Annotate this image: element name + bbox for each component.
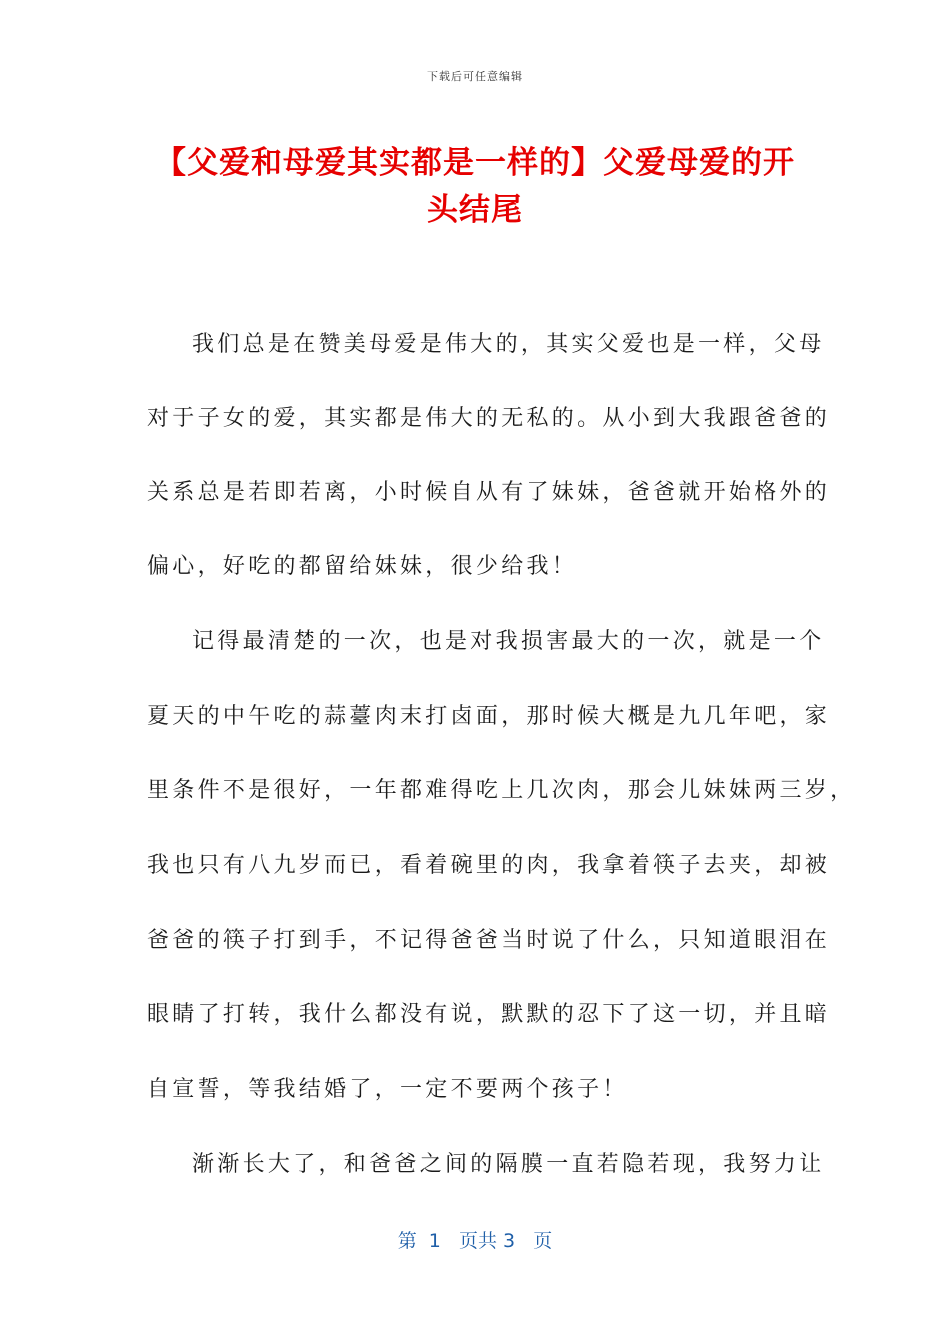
paragraph-line: 自宣誓，等我结婚了，一定不要两个孩子！: [147, 1077, 628, 1102]
paragraph-line: 记得最清楚的一次，也是对我损害最大的一次，就是一个: [192, 629, 825, 654]
paragraph-line: 爸爸的筷子打到手，不记得爸爸当时说了什么，只知道眼泪在: [147, 928, 831, 953]
paragraph-line: 关系总是若即若离，小时候自从有了妹妹，爸爸就开始格外的: [147, 480, 831, 505]
paragraph-line: 渐渐长大了，和爸爸之间的隔膜一直若隐若现，我努力让: [192, 1152, 825, 1177]
paragraph-line: 夏天的中午吃的蒜薹肉末打卤面，那时候大概是九几年吧，家: [147, 704, 831, 729]
paragraph-line: 偏心，好吃的都留给妹妹，很少给我！: [147, 554, 578, 579]
header-note: 下载后可任意编辑: [427, 70, 523, 83]
paragraph-line: 我们总是在赞美母爱是伟大的，其实父爱也是一样，父母: [192, 332, 825, 357]
page-number-footer: 第 1 页共 3 页: [397, 1230, 553, 1252]
paragraph-line: 我也只有八九岁而已，看着碗里的肉，我拿着筷子去夹，却被: [147, 853, 831, 878]
paragraph-line: 里条件不是很好，一年都难得吃上几次肉，那会儿妹妹两三岁，: [147, 778, 856, 803]
document-title: 【父爱和母爱其实都是一样的】父爱母爱的开头结尾: [155, 145, 795, 228]
paragraph-line: 眼睛了打转，我什么都没有说，默默的忍下了这一切，并且暗: [147, 1002, 831, 1027]
paragraph-line: 对于子女的爱，其实都是伟大的无私的。从小到大我跟爸爸的: [147, 406, 831, 431]
